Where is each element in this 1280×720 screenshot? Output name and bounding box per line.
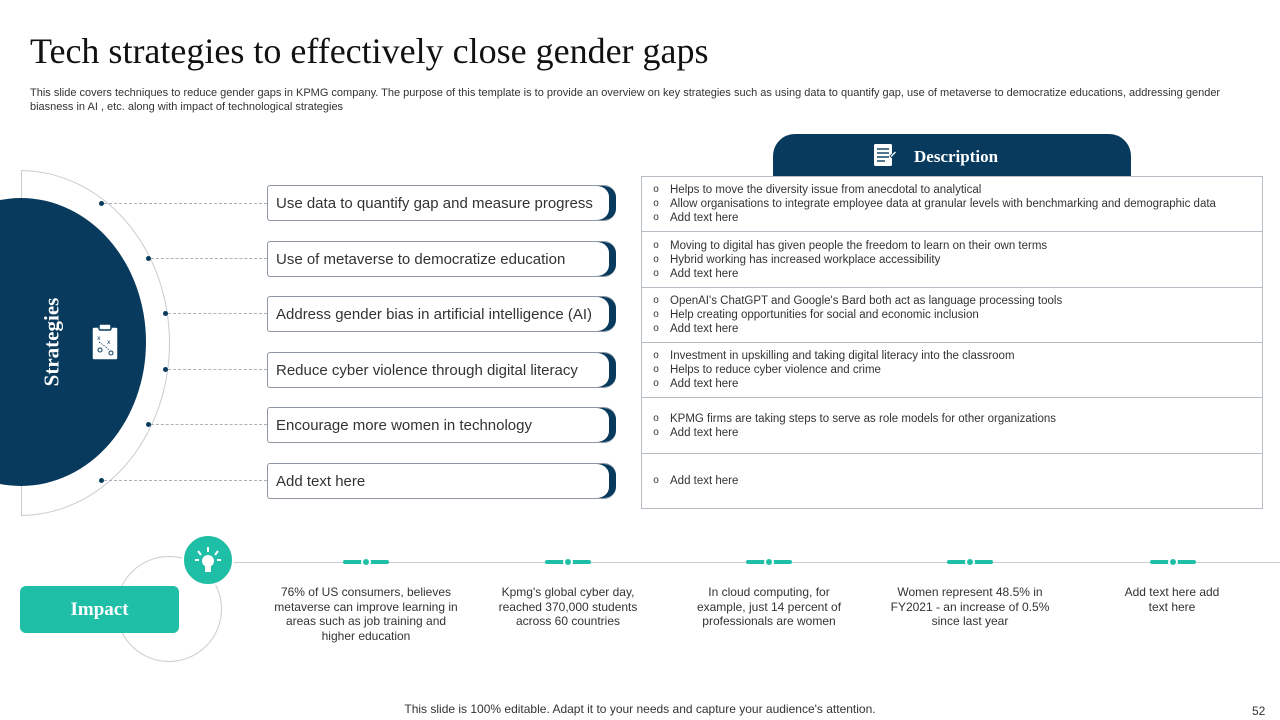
bullet-mark: o xyxy=(653,267,659,279)
impact-icon-badge xyxy=(182,534,234,586)
strategy-item xyxy=(267,352,616,388)
bullet-text: Investment in upskilling and taking digital literacy into the classroom xyxy=(670,350,1015,362)
bullet-mark: o xyxy=(653,426,659,438)
strategy-label: Use data to quantify gap and measure progress xyxy=(276,195,593,212)
bullet-text: Moving to digital has given people the freedom to learn on their own terms xyxy=(670,239,1048,252)
description-bullet xyxy=(642,377,1262,391)
impact-item: Women represent 48.5% in FY2021 - an increase of 0.5% since last year xyxy=(890,585,1050,628)
bullet-text: Allow organisations to integrate employee data at granular levels with benchmarking and demographic data xyxy=(670,198,1216,210)
description-row xyxy=(642,177,1262,232)
timeline-marker-dot xyxy=(764,557,774,567)
svg-text:x: x xyxy=(107,339,111,346)
description-row xyxy=(642,288,1262,343)
bullet-text: Add text here xyxy=(670,267,739,280)
slide-subtitle: This slide covers techniques to reduce gender gaps in KPMG company. The purpose of this template is to provide an overview on key strategies such as using data to quantify gap, use of metaverse to democratize educations, addressing gender biasness in AI , etc. along with impact of technological strategies xyxy=(30,87,1221,113)
impact-item: Add text here add text here xyxy=(1124,585,1220,614)
bullet-mark: o xyxy=(653,309,659,320)
bullet-text: Help creating opportunities for social and economic inclusion xyxy=(670,309,979,321)
description-heading: Description xyxy=(914,147,999,166)
impact-item: Kpmg's global cyber day, reached 370,000 students across 60 countries xyxy=(498,585,638,628)
strategy-label: Reduce cyber violence through digital literacy xyxy=(276,362,578,379)
connector-line xyxy=(104,480,267,481)
bullet-mark: o xyxy=(653,364,659,375)
bullet-mark: o xyxy=(653,184,659,195)
bullet-mark: o xyxy=(653,412,659,424)
strategy-label: Address gender bias in artificial intelligence (AI) xyxy=(276,306,592,323)
description-bullet xyxy=(642,474,1262,488)
description-bullet xyxy=(642,349,1262,363)
svg-text:x: x xyxy=(97,335,101,342)
bullet-text: OpenAI's ChatGPT and Google's Bard both act as language processing tools xyxy=(670,295,1063,307)
bullet-text: Add text here xyxy=(670,378,739,390)
description-bullet xyxy=(642,197,1262,211)
slide-title: Tech strategies to effectively close gender gaps xyxy=(30,31,709,71)
strategy-item xyxy=(267,296,616,332)
bullet-text: Hybrid working has increased workplace accessibility xyxy=(670,253,941,266)
description-bullet xyxy=(642,322,1262,336)
bullet-mark: o xyxy=(653,198,659,209)
strategies-heading: Strategies xyxy=(39,297,64,387)
description-bullet xyxy=(642,253,1262,267)
lightbulb-idea-icon xyxy=(192,544,224,576)
description-row xyxy=(642,398,1262,454)
impact-item: In cloud computing, for example, just 14 percent of professionals are women xyxy=(696,585,842,628)
bullet-text: Add text here xyxy=(670,426,739,439)
description-bullet xyxy=(642,308,1262,322)
connector-line xyxy=(168,369,267,370)
bullet-text: Add text here xyxy=(670,212,739,224)
description-bullet xyxy=(642,239,1262,253)
bullet-text: Add text here xyxy=(670,323,739,335)
description-header xyxy=(773,134,1131,176)
bullet-text: Add text here xyxy=(670,475,739,487)
description-row xyxy=(642,343,1262,398)
connector-line xyxy=(151,424,267,425)
description-bullet xyxy=(642,211,1262,225)
strategy-item xyxy=(267,241,616,277)
document-icon xyxy=(871,142,897,173)
description-bullet xyxy=(642,294,1262,308)
bullet-mark: o xyxy=(653,475,659,486)
bullet-text: Helps to reduce cyber violence and crime xyxy=(670,364,881,376)
clipboard-strategy-icon xyxy=(90,322,120,367)
description-panel xyxy=(641,176,1263,509)
connector-line xyxy=(168,313,267,314)
impact-item: 76% of US consumers, believes metaverse can improve learning in areas such as job training and higher education xyxy=(274,585,458,643)
description-bullet xyxy=(642,267,1262,281)
description-row xyxy=(642,454,1262,508)
timeline-marker-dot xyxy=(965,557,975,567)
bullet-mark: o xyxy=(653,253,659,265)
impact-label: Impact xyxy=(20,586,179,633)
strategy-label: Add text here xyxy=(276,473,366,490)
bullet-mark: o xyxy=(653,239,659,251)
strategy-label: Encourage more women in technology xyxy=(276,417,532,434)
timeline-marker-dot xyxy=(1168,557,1178,567)
description-bullet xyxy=(642,426,1262,440)
slide-footer: This slide is 100% editable. Adapt it to your needs and capture your audience's attention. xyxy=(404,702,876,716)
bullet-mark: o xyxy=(653,350,659,361)
page-number: 52 xyxy=(1252,704,1266,718)
connector-line xyxy=(151,258,267,259)
description-bullet xyxy=(642,183,1262,197)
timeline-marker-dot xyxy=(563,557,573,567)
bullet-text: KPMG firms are taking steps to serve as role models for other organizations xyxy=(670,412,1057,425)
bullet-mark: o xyxy=(653,295,659,306)
description-row xyxy=(642,232,1262,288)
timeline-marker-dot xyxy=(361,557,371,567)
description-bullet xyxy=(642,412,1262,426)
strategy-item xyxy=(267,463,616,499)
strategy-item xyxy=(267,407,616,443)
strategy-label: Use of metaverse to democratize education xyxy=(276,251,566,268)
connector-line xyxy=(104,203,267,204)
bullet-mark: o xyxy=(653,323,659,334)
description-bullet xyxy=(642,363,1262,377)
bullet-mark: o xyxy=(653,378,659,389)
bullet-text: Helps to move the diversity issue from anecdotal to analytical xyxy=(670,184,982,196)
bullet-mark: o xyxy=(653,212,659,223)
strategy-item xyxy=(267,185,616,221)
